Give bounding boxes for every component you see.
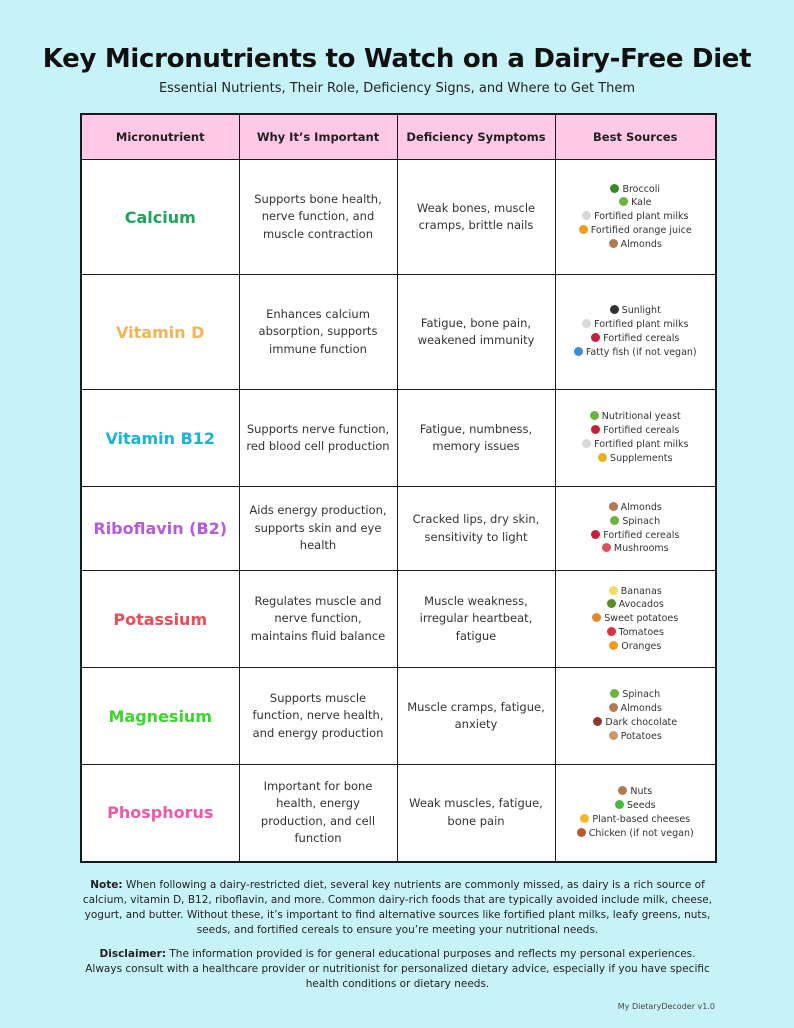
deficiency-symptoms-cell: Fatigue, numbness, memory issues xyxy=(397,390,555,487)
chocolate-icon xyxy=(593,717,602,726)
source-item xyxy=(558,827,714,841)
source-label: Fortified cereals xyxy=(603,333,680,344)
note-label: Note: xyxy=(90,879,123,891)
herb-icon xyxy=(590,411,599,420)
sweet-potato-icon xyxy=(592,613,601,622)
source-label: Sweet potatoes xyxy=(604,613,679,625)
source-label: Fortified plant milks xyxy=(594,319,689,331)
source-label: Tomatoes xyxy=(618,626,664,638)
source-item xyxy=(558,424,714,438)
bowl-icon xyxy=(591,333,600,342)
source-label: Nutritional yeast xyxy=(601,411,681,423)
nutrient-name: Potassium xyxy=(81,571,239,668)
why-important-cell: Regulates muscle and nerve function, maintains fluid balance xyxy=(239,571,397,668)
disclaimer-text: The information provided is for general educational purposes and reflects my personal experiences. Always consult with a healthcare provider or nutritionist for personalized dietary advice, especially if you have specific health conditions or dietary needs. xyxy=(85,948,710,990)
note-paragraph xyxy=(80,878,715,938)
source-item xyxy=(558,238,714,252)
best-sources-cell xyxy=(555,487,716,571)
table-row xyxy=(81,160,716,275)
table-row xyxy=(81,487,716,571)
source-label: Broccoli xyxy=(622,183,661,195)
source-label: Seeds xyxy=(626,799,656,811)
source-item xyxy=(558,785,714,799)
source-label: Almonds xyxy=(620,238,662,250)
source-item xyxy=(558,438,714,452)
source-item xyxy=(558,304,714,318)
source-item xyxy=(558,640,714,654)
source-item xyxy=(558,799,714,813)
best-sources-cell xyxy=(555,765,716,862)
source-label: Chicken (if not vegan) xyxy=(588,827,694,839)
source-label: Fortified plant milks xyxy=(594,211,689,223)
micronutrient-table xyxy=(80,113,717,863)
source-item xyxy=(558,702,714,716)
source-item xyxy=(558,332,714,346)
source-item xyxy=(558,730,714,744)
deficiency-symptoms-cell: Weak bones, muscle cramps, brittle nails xyxy=(397,160,555,275)
source-item xyxy=(558,410,714,424)
source-label: Fortified cereals xyxy=(603,529,680,541)
source-item xyxy=(558,224,714,238)
source-item xyxy=(558,612,714,626)
best-sources-cell xyxy=(555,160,716,275)
potato-icon xyxy=(609,731,618,740)
page-subtitle: Essential Nutrients, Their Role, Deficiency Signs, and Where to Get Them xyxy=(158,81,636,96)
header-best-sources: Best Sources xyxy=(555,114,716,160)
deficiency-symptoms-cell: Cracked lips, dry skin, sensitivity to light xyxy=(397,487,555,571)
header-deficiency-symptoms: Deficiency Symptoms xyxy=(397,114,555,160)
pill-icon xyxy=(598,453,607,462)
banana-icon xyxy=(609,586,618,595)
source-label: Potatoes xyxy=(620,730,662,742)
source-item xyxy=(558,515,714,529)
deficiency-symptoms-cell: Muscle cramps, fatigue, anxiety xyxy=(397,668,555,765)
source-item xyxy=(558,501,714,515)
nutrient-name: Magnesium xyxy=(81,668,239,765)
footer-version: My DietaryDecoder v1.0 xyxy=(617,1002,715,1011)
source-label: Bananas xyxy=(620,585,662,597)
why-important-cell: Important for bone health, energy production, and cell function xyxy=(239,765,397,862)
deficiency-symptoms-cell: Fatigue, bone pain, weakened immunity xyxy=(397,275,555,390)
bowl-icon xyxy=(591,530,600,539)
source-label: Fortified orange juice xyxy=(590,224,692,236)
bowl-icon xyxy=(591,425,600,434)
source-item xyxy=(558,529,714,543)
drumstick-icon xyxy=(577,828,586,837)
deficiency-symptoms-cell: Weak muscles, fatigue, bone pain xyxy=(397,765,555,862)
orange-icon xyxy=(579,225,588,234)
why-important-cell: Aids energy production, supports skin and eye health xyxy=(239,487,397,571)
source-item xyxy=(558,210,714,224)
nut-icon xyxy=(618,786,627,795)
glass-icon xyxy=(582,319,591,328)
source-label: Spinach xyxy=(622,689,661,701)
fish-icon xyxy=(574,347,583,356)
source-item xyxy=(558,542,714,556)
table-row xyxy=(81,275,716,390)
header-why-important: Why It’s Important xyxy=(239,114,397,160)
disclaimer-paragraph xyxy=(80,947,715,992)
table-row xyxy=(81,390,716,487)
mushroom-icon xyxy=(602,543,611,552)
avocado-icon xyxy=(607,599,616,608)
note-text: When following a dairy-restricted diet, several key nutrients are commonly missed, as dairy is a rich source of calcium, vitamin D, B12, riboflavin, and more. Common dairy-rich foods that are typically avoided include milk, cheese, yogurt, and butter. Without these, it’s important to find alternative sources like fortified plant milks, leafy greens, nuts, seeds, and fortified cereals to ensure you’re meeting your nutritional needs. xyxy=(82,879,713,936)
source-item xyxy=(558,716,714,730)
source-label: Almonds xyxy=(620,501,662,513)
table-row xyxy=(81,571,716,668)
disclaimer-label: Disclaimer: xyxy=(99,948,167,960)
why-important-cell: Enhances calcium absorption, supports immune function xyxy=(239,275,397,390)
source-label: Spinach xyxy=(622,515,661,527)
seedling-icon xyxy=(615,800,624,809)
source-item xyxy=(558,688,714,702)
best-sources-cell xyxy=(555,668,716,765)
table-row xyxy=(81,765,716,862)
source-item xyxy=(558,585,714,599)
nutrient-name: Calcium xyxy=(81,160,239,275)
source-label: Avocados xyxy=(618,599,664,611)
deficiency-symptoms-cell: Muscle weakness, irregular heartbeat, fatigue xyxy=(397,571,555,668)
source-label: Dark chocolate xyxy=(605,717,678,728)
source-item xyxy=(558,196,714,210)
nut-icon xyxy=(609,703,618,712)
nut-icon xyxy=(609,239,618,248)
page-title: Key Micronutrients to Watch on a Dairy-Free Diet xyxy=(42,44,752,74)
nut-icon xyxy=(609,502,618,511)
tomato-icon xyxy=(607,627,616,636)
glass-icon xyxy=(582,211,591,220)
source-label: Sunlight xyxy=(621,305,661,317)
source-label: Supplements xyxy=(610,452,673,464)
source-label: Oranges xyxy=(621,640,662,652)
source-label: Fortified plant milks xyxy=(594,439,689,450)
why-important-cell: Supports nerve function, red blood cell production xyxy=(239,390,397,487)
orange-icon xyxy=(609,641,618,650)
source-label: Kale xyxy=(631,197,652,209)
source-item xyxy=(558,318,714,332)
source-label: Fortified cereals xyxy=(603,425,680,437)
header-micronutrient: Micronutrient xyxy=(81,114,239,160)
source-label: Plant-based cheeses xyxy=(592,813,691,825)
table-header-row xyxy=(81,114,716,160)
source-label: Nuts xyxy=(630,786,653,798)
herb-icon xyxy=(610,516,619,525)
source-item xyxy=(558,813,714,827)
nutrient-name: Riboflavin (B2) xyxy=(81,487,239,571)
source-label: Fatty fish (if not vegan) xyxy=(585,346,697,358)
cheese-icon xyxy=(580,814,589,823)
herb-icon xyxy=(610,689,619,698)
table-row xyxy=(81,668,716,765)
why-important-cell: Supports muscle function, nerve health, and energy production xyxy=(239,668,397,765)
best-sources-cell xyxy=(555,390,716,487)
herb-icon xyxy=(619,197,628,206)
source-item xyxy=(558,346,714,360)
best-sources-cell xyxy=(555,275,716,390)
source-item xyxy=(558,598,714,612)
broccoli-icon xyxy=(610,184,619,193)
nutrient-name: Phosphorus xyxy=(81,765,239,862)
source-label: Mushrooms xyxy=(613,543,669,555)
why-important-cell: Supports bone health, nerve function, and muscle contraction xyxy=(239,160,397,275)
nutrient-name: Vitamin B12 xyxy=(81,390,239,487)
best-sources-cell xyxy=(555,571,716,668)
source-label: Almonds xyxy=(620,703,662,715)
source-item xyxy=(558,626,714,640)
glass-icon xyxy=(582,439,591,448)
sun-icon xyxy=(610,305,619,314)
nutrient-name: Vitamin D xyxy=(81,275,239,390)
source-item xyxy=(558,183,714,197)
source-item xyxy=(558,452,714,466)
